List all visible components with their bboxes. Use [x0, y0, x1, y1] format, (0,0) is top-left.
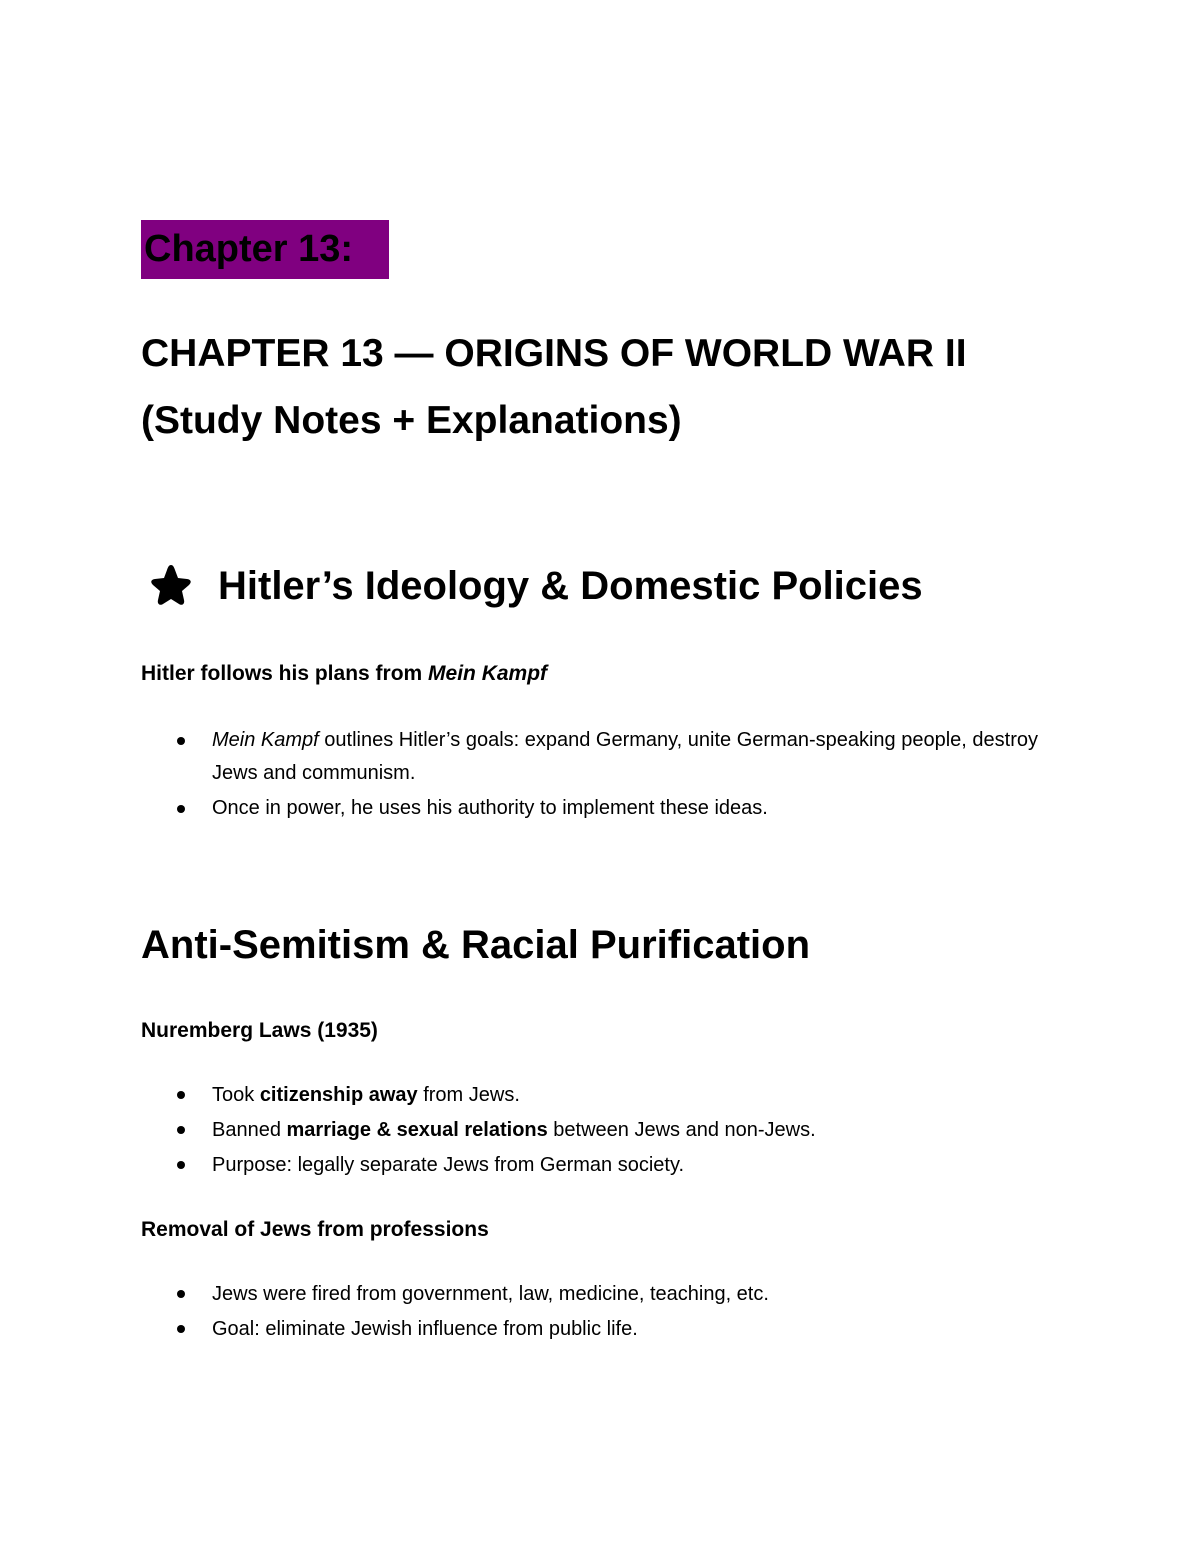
- title-line-1: CHAPTER 13 — ORIGINS OF WORLD WAR II: [141, 332, 967, 375]
- chapter-label: Chapter 13:: [141, 220, 389, 279]
- page-title: [141, 320, 1101, 454]
- list-item: Banned marriage & sexual relations between Jews and non-Jews.: [174, 1113, 1054, 1148]
- title-line-2: (Study Notes + Explanations): [141, 399, 682, 442]
- subheading-professions: Removal of Jews from professions: [141, 1218, 489, 1241]
- list-item: Once in power, he uses his authority to implement these ideas.: [174, 792, 1054, 825]
- ideology-list: [174, 724, 1054, 825]
- subheading-nuremberg-laws: Nuremberg Laws (1935): [141, 1019, 378, 1042]
- section-heading-anti-semitism: Anti-Semitism & Racial Purification: [141, 923, 811, 967]
- nuremberg-list: [174, 1078, 1054, 1183]
- list-item: Took citizenship away from Jews.: [174, 1078, 1054, 1113]
- section-heading-ideology: Hitler’s Ideology & Domestic Policies: [141, 556, 923, 616]
- subheading-mein-kampf: Hitler follows his plans from Mein Kampf: [141, 662, 548, 685]
- list-item: Mein Kampf outlines Hitler’s goals: expand Germany, unite German-speaking people, destroy Jews and communism.: [174, 724, 1054, 790]
- list-item: Goal: eliminate Jewish influence from public life.: [174, 1312, 1054, 1347]
- star-icon: [146, 562, 196, 610]
- list-item: Jews were fired from government, law, medicine, teaching, etc.: [174, 1277, 1054, 1312]
- list-item: Purpose: legally separate Jews from German society.: [174, 1148, 1054, 1183]
- professions-list: [174, 1277, 1054, 1347]
